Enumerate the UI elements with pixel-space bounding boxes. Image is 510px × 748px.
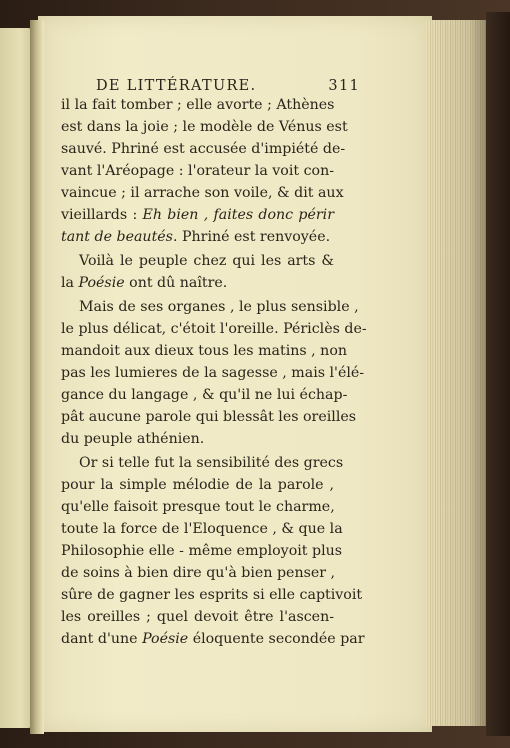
text-line	[61, 628, 365, 650]
text-line	[61, 182, 344, 204]
text-run: Mais de ses organes , le plus sensible ,	[79, 299, 359, 315]
text-run: pour la simple mélodie de la parole ,	[61, 477, 334, 493]
text-line	[61, 452, 344, 474]
text-run: toute la force de l'Eloquence , & que la	[61, 521, 343, 537]
text-run: les oreilles ; quel devoit être l'ascen-	[61, 609, 334, 625]
text-line	[61, 116, 348, 138]
text-line	[61, 204, 334, 226]
text-run: mandoit aux dieux tous les matins , non	[61, 343, 348, 359]
text-run: il la fait tomber ; elle avorte ; Athènes	[61, 97, 335, 113]
text-run: qu'elle faisoit presque tout le charme,	[61, 499, 335, 515]
text-line	[61, 562, 334, 584]
text-run: sauvé. Phriné est accusée d'impiété de-	[61, 141, 346, 157]
back-cover	[486, 12, 510, 736]
text-line	[61, 94, 334, 116]
text-run: Voilà le peuple chez qui les arts &	[79, 253, 334, 269]
text-run: ont dû naître.	[124, 275, 228, 291]
text-run: la	[61, 275, 79, 291]
text-line	[61, 340, 348, 362]
text-run: gance du langage , & qu'il ne lui échap-	[61, 387, 348, 403]
text-line	[61, 250, 334, 272]
text-line	[61, 296, 359, 318]
text-run: pas les lumieres de la sagesse , mais l'élé-	[61, 365, 365, 381]
text-run: de soins à bien dire qu'à bien penser ,	[61, 565, 336, 581]
italic-text: tant de beautés	[61, 229, 173, 245]
italic-text: Poésie	[142, 631, 189, 647]
text-line	[61, 584, 363, 606]
text-run: dant d'une	[61, 631, 143, 647]
text-run: . Phriné est renvoyée.	[172, 229, 331, 245]
page-number: 311	[328, 78, 360, 94]
text-run: pât aucune parole qui blessât les oreilles	[61, 409, 357, 425]
text-run: vaincue ; il arrache son voile, & dit aux	[61, 185, 344, 201]
text-line	[61, 318, 367, 340]
text-line	[61, 384, 348, 406]
text-run: Or si telle fut la sensibilité des grecs	[79, 455, 344, 471]
text-run: est dans la joie ; le modèle de Vénus est	[61, 119, 348, 135]
text-line	[61, 496, 334, 518]
text-line	[61, 474, 334, 496]
page-edges-shadow	[426, 20, 488, 726]
text-line	[61, 428, 334, 450]
italic-text: Eh bien , faites donc périr	[142, 207, 334, 223]
text-run: le plus délicat, c'étoit l'oreille. Périclès de-	[61, 321, 367, 337]
running-title: DE LITTÉRATURE.	[96, 78, 257, 94]
text-run: sûre de gagner les esprits si elle captivoit	[61, 587, 363, 603]
text-line	[61, 518, 343, 540]
text-line	[61, 606, 334, 628]
italic-text: Poésie	[78, 275, 125, 291]
text-run: Philosophie elle - même employoit plus	[61, 543, 343, 559]
text-line	[61, 406, 357, 428]
previous-page-edge	[0, 28, 34, 728]
text-run: éloquente secondée par	[188, 631, 365, 647]
text-line	[61, 362, 365, 384]
text-line	[61, 540, 343, 562]
text-line	[61, 226, 334, 248]
text-line	[61, 138, 346, 160]
text-run: vant l'Aréopage : l'orateur la voit con-	[61, 163, 335, 179]
book-gutter	[30, 20, 44, 734]
text-run: du peuple athénien.	[61, 431, 205, 447]
text-line	[61, 272, 334, 294]
text-line	[61, 160, 334, 182]
text-run: vieillards :	[61, 207, 143, 223]
